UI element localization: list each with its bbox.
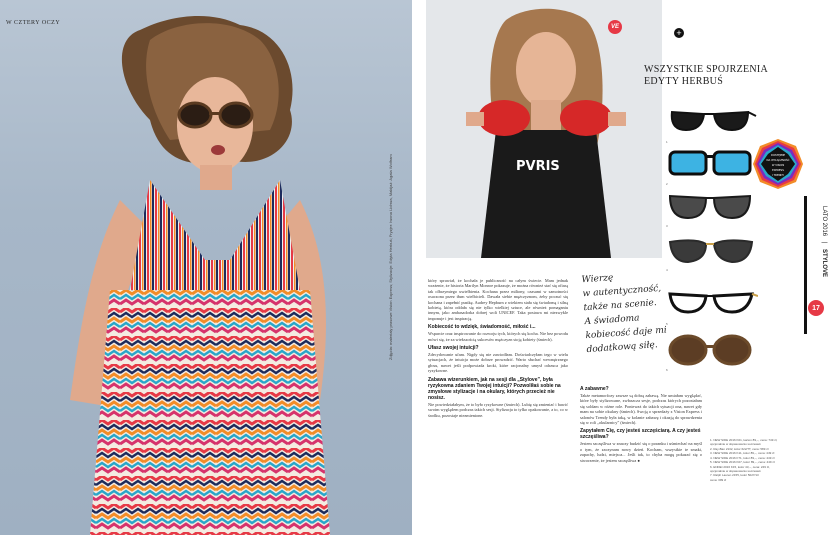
- article-paragraph: Nie powiedziałabym, że to było ryzykowne (śmiech). Lubię się zmieniać i bawić swoim wyglądem podczas takich sesji. Stylizacja to tylko opakowanie, a to, co w środku, pozostaje niezmienione.: [428, 401, 568, 418]
- badge-line: I TRENDY: [772, 174, 784, 177]
- left-page: [0, 0, 412, 535]
- pull-quote: [581, 267, 679, 357]
- glasses-item: [666, 146, 758, 186]
- interview-question: Ufasz swojej intuicji?: [428, 345, 479, 352]
- quote-line: także na scenie.: [583, 298, 658, 314]
- side-tab-magazine: STYLOVE: [821, 249, 827, 278]
- product-list: [710, 438, 782, 482]
- article-paragraph: Także metamorfozy zawsze są dobrą zabawą. Nie umiałam wyglądać, które były stylizowane, zwłaszcza sesje, podczas których pozostałam się soldam w różne role. Ponieważ do takich sytuacji ona, nawet gdy mam na sobie okulary (śmiech). Swoją o sprzedaży z Vision Express i salonów Trendy była taką, w kolanie zabawę i okazją do sprawdzenia się w roli „okularnicy” (śmiech).: [580, 393, 702, 426]
- product-item: 1. NEW SIDE 2016 K01, karton 89,–, cena: 749 zł, opcjonalnie w dopasowaniu soczewek: [710, 438, 778, 446]
- product-item: 6. ENDEI 2016 K15, kolor 43,–, cena: 249 zł, opcjonalnie w dopasowaniu soczewek: [710, 464, 770, 473]
- quote-line: Wierzę: [581, 273, 614, 286]
- glasses-item: [666, 332, 758, 372]
- glasses-2-icon: [666, 146, 758, 182]
- article-column-2: [580, 384, 702, 466]
- glasses-number: 6: [666, 368, 668, 372]
- glasses-1-icon: [666, 104, 758, 140]
- interview-question: Zapytałem Cię, czy jesteś szczęściarą. A czy jesteś szczęśliwa?: [580, 428, 701, 441]
- badge-line: EXPRESS: [772, 169, 784, 172]
- product-item: 3. NEW SIDE 2016 K11, kolor 89,–, cena: 449 zł: [710, 451, 775, 455]
- page-number: 17: [808, 300, 824, 316]
- interview-question: Zabawa wizerunkiem, jak na sesji dla „Stylove”, była ryzykowna zdaniem Twojej intuicji? Pozwoliłaś sobie na zmysłowe stylizacje i na okulary, których przecież nie nosisz.: [428, 376, 561, 401]
- right-page: [420, 0, 832, 535]
- article-paragraph: Wsparcie oraz inspirowanie do rozwoju tych, których się kocha. Nie bez powodu mówi się, że za wiekszością sukcesów mężczyzn stoją kobiety (śmiech).: [428, 331, 568, 342]
- quote-line: w autentyczność,: [582, 283, 662, 300]
- glasses-item: [666, 232, 758, 272]
- article-paragraph: Jestem szczęśliwa w znaczy budzić się o poranku i uśmiechać na myśl o tym, że zaczynam nowy dzień. Kocham, wszystkie te smaki, zapachy, ludzi, miejsca... Jeśli tak, to chyba mogę pokazać się o stworzenie, że jestem szczęśliwa ●: [580, 441, 702, 463]
- product-item: 7. Ralph Lauren 2155, kolor 5027/13: [710, 473, 759, 477]
- interview-question: Kobiecość to wdzięk, świadomość, miłość i...: [428, 324, 536, 331]
- photo-credits: Zdjęcia: materiały prasowe Vision Express; Stylizacje: Edyta Herbuś; Fryzjer: Iwona Lichwa, Makijaż: Agata Wolfram: [388, 154, 393, 360]
- quote-line: dodatkową siłę.: [586, 340, 659, 356]
- badge-line: W VISION: [771, 164, 785, 167]
- glasses-number: 4: [666, 268, 668, 272]
- model-photo-boxing: [426, 0, 662, 258]
- gallery-title-line1: WSZYSTKIE SPOJRZENIA: [644, 64, 769, 75]
- badge-line: DOSTĘPNE: [770, 154, 786, 157]
- glasses-number: 3: [666, 224, 668, 228]
- product-item: 2. Ray-Ban 2132, kolor 622/7T, cena: 589 zł: [710, 446, 769, 451]
- gallery-title: [644, 64, 768, 88]
- exclusive-badge: [752, 138, 804, 190]
- glasses-item: [666, 104, 758, 144]
- article-paragraph: który sprawiał, że kochała je publiczność na całym świecie. Mam jednak wrażenie, że historia Marilyn Monroe pokazuje, że można również stać się ofiarą tak olbrzymiego uwielbienia. Kochana przez miliony, czasami w samotności osaczona przez tłum wielbicieli. Dawała siebie mężczyznom, żeby poczuć się kochana i zapełnić pustkę. Audrey Hepburn z wiekiem stała się świadomą i silną kobietą, która oddała się nie tylko wielkiej sztuce, ale również pomaganiu innym, jako ambasadorka dobrej woli UNICEF. Taka postawa mi niezwykle imponuje i jest inspiracją.: [428, 278, 568, 321]
- gallery-title-line2: EDYTY HERBUŚ: [644, 76, 724, 87]
- brand-badge: VE: [608, 20, 622, 34]
- glasses-number: 5: [666, 322, 668, 326]
- plus-icon: +: [674, 28, 684, 38]
- glasses-3-icon: [666, 188, 758, 224]
- article-paragraph: Zdecydowanie ufam. Nigdy się nie zawiodłam. Doświadczyłam tego w wielu sytuacjach, że intuicja może dobrze prowadzić. Warto słuchać wewnętrznego głosu, nawet jeśli podpowiada kroki, które racjonalny umysł odrzuca jako ryzykowne.: [428, 352, 568, 374]
- glasses-6-icon: [666, 332, 758, 368]
- section-label: W CZTERY OCZY: [6, 20, 61, 26]
- model-photo-large: [0, 0, 412, 535]
- glasses-4-icon: [666, 232, 758, 268]
- side-tab-text: [821, 206, 827, 277]
- product-item: 5. NEW SIDE 2016 K07, kolor 89,–, cena: 449 zł: [710, 460, 775, 464]
- side-tab-separator: |: [821, 241, 827, 244]
- glasses-5-icon: [666, 286, 758, 322]
- glasses-item: [666, 188, 758, 228]
- side-tab-season: LATO 2016: [821, 206, 827, 237]
- quote-line: kobiecość daje mi: [585, 325, 668, 342]
- badge-line: NA WYŁĄCZNOŚĆ: [766, 159, 790, 162]
- svg-text:PVRIS: PVRIS: [516, 159, 560, 174]
- product-item: cena: 399 zł: [710, 477, 727, 482]
- quote-line: A świadoma: [584, 313, 640, 328]
- product-item: 4. NEW SIDE 2016 F71, kolor 89,–, cena: 449 zł: [710, 455, 775, 460]
- glasses-number: 2: [666, 182, 668, 186]
- glasses-item: [666, 286, 758, 326]
- article-column-1: [428, 278, 568, 421]
- glasses-number: 1: [666, 140, 668, 144]
- interview-question: A zabawne?: [580, 386, 609, 392]
